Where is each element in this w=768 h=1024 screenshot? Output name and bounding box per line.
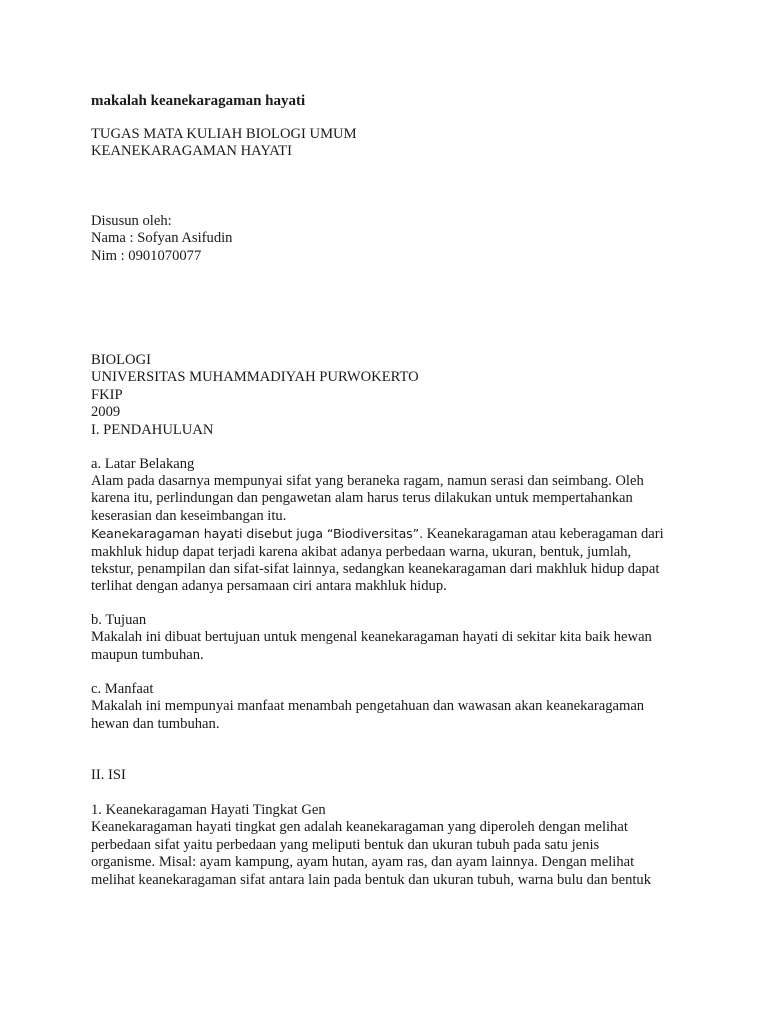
section-heading-isi — [91, 767, 126, 784]
department: BIOLOGI — [91, 352, 151, 368]
course-header — [91, 126, 357, 161]
gen-section — [91, 802, 651, 889]
paragraph-line: terlihat dengan adanya persamaan ciri antara makhluk hidup. — [91, 578, 447, 595]
isi-heading: II. ISI — [91, 767, 126, 783]
paragraph-line: organisme. Misal: ayam kampung, ayam hutan, ayam ras, dan ayam lainnya. Dengan melihat — [91, 854, 635, 871]
author-label: Disusun oleh: — [91, 213, 172, 229]
gen-heading: 1. Keanekaragaman Hayati Tingkat Gen — [91, 802, 326, 818]
paragraph-line: maupun tumbuhan. — [91, 646, 204, 663]
document-title: makalah keanekaragaman hayati — [91, 93, 306, 109]
serif-fragment: Keanekaragaman atau keberagaman dari — [422, 526, 664, 543]
author-name: Nama : Sofyan Asifudin — [91, 230, 233, 247]
author-block — [91, 213, 232, 265]
institution-block — [91, 352, 419, 439]
paragraph-line: karena itu, perlindungan dan pengawetan alam harus terus dilakukan untuk mempertahankan — [91, 490, 633, 507]
section-heading-pendahuluan: I. PENDAHULUAN — [91, 421, 214, 438]
paragraph-line: keserasian dan keseimbangan itu. — [91, 507, 287, 524]
paragraph-line-mixed — [91, 525, 664, 543]
sans-fragment: Keanekaragaman hayati disebut juga “Biodiversitas”. — [91, 526, 423, 542]
paragraph-line: perbedaan sifat yaitu perbedaan yang meliputi bentuk dan ukuran tubuh pada satu jenis — [91, 836, 600, 853]
year: 2009 — [91, 404, 121, 421]
tujuan-section — [91, 612, 652, 664]
author-nim: Nim : 0901070077 — [91, 247, 202, 264]
paragraph-line: Alam pada dasarnya mempunyai sifat yang beraneka ragam, namun serasi dan seimbang. Oleh — [91, 473, 644, 489]
paragraph-line: Keanekaragaman hayati tingkat gen adalah keanekaragaman yang diperoleh dengan melihat — [91, 819, 628, 836]
paragraph-line: Makalah ini mempunyai manfaat menambah pengetahuan dan wawasan akan keanekaragaman — [91, 698, 645, 715]
latar-heading: a. Latar Belakang — [91, 456, 195, 472]
latar-paragraph — [91, 473, 664, 596]
paragraph-line: Makalah ini dibuat bertujuan untuk mengenal keanekaragaman hayati di sekitar kita baik hewan — [91, 629, 652, 646]
paragraph-line: melihat keanekaragaman sifat antara lain pada bentuk dan ukuran tubuh, warna bulu dan bentuk — [91, 871, 652, 888]
manfaat-section — [91, 681, 644, 733]
faculty: FKIP — [91, 386, 123, 403]
subsection-heading-latar — [91, 456, 194, 473]
paragraph-line: hewan dan tumbuhan. — [91, 715, 220, 732]
university: UNIVERSITAS MUHAMMADIYAH PURWOKERTO — [91, 369, 419, 386]
course-line: TUGAS MATA KULIAH BIOLOGI UMUM — [91, 126, 357, 142]
manfaat-heading: c. Manfaat — [91, 681, 154, 697]
topic-line: KEANEKARAGAMAN HAYATI — [91, 143, 292, 160]
paragraph-line: tekstur, penampilan dan sifat-sifat lainnya, sedangkan keanekaragaman dari makhluk hidup dapat — [91, 561, 660, 578]
paragraph-line: makhluk hidup dapat terjadi karena akibat adanya perbedaan warna, ukuran, bentuk, jumlah, — [91, 543, 632, 560]
tujuan-heading: b. Tujuan — [91, 612, 147, 628]
